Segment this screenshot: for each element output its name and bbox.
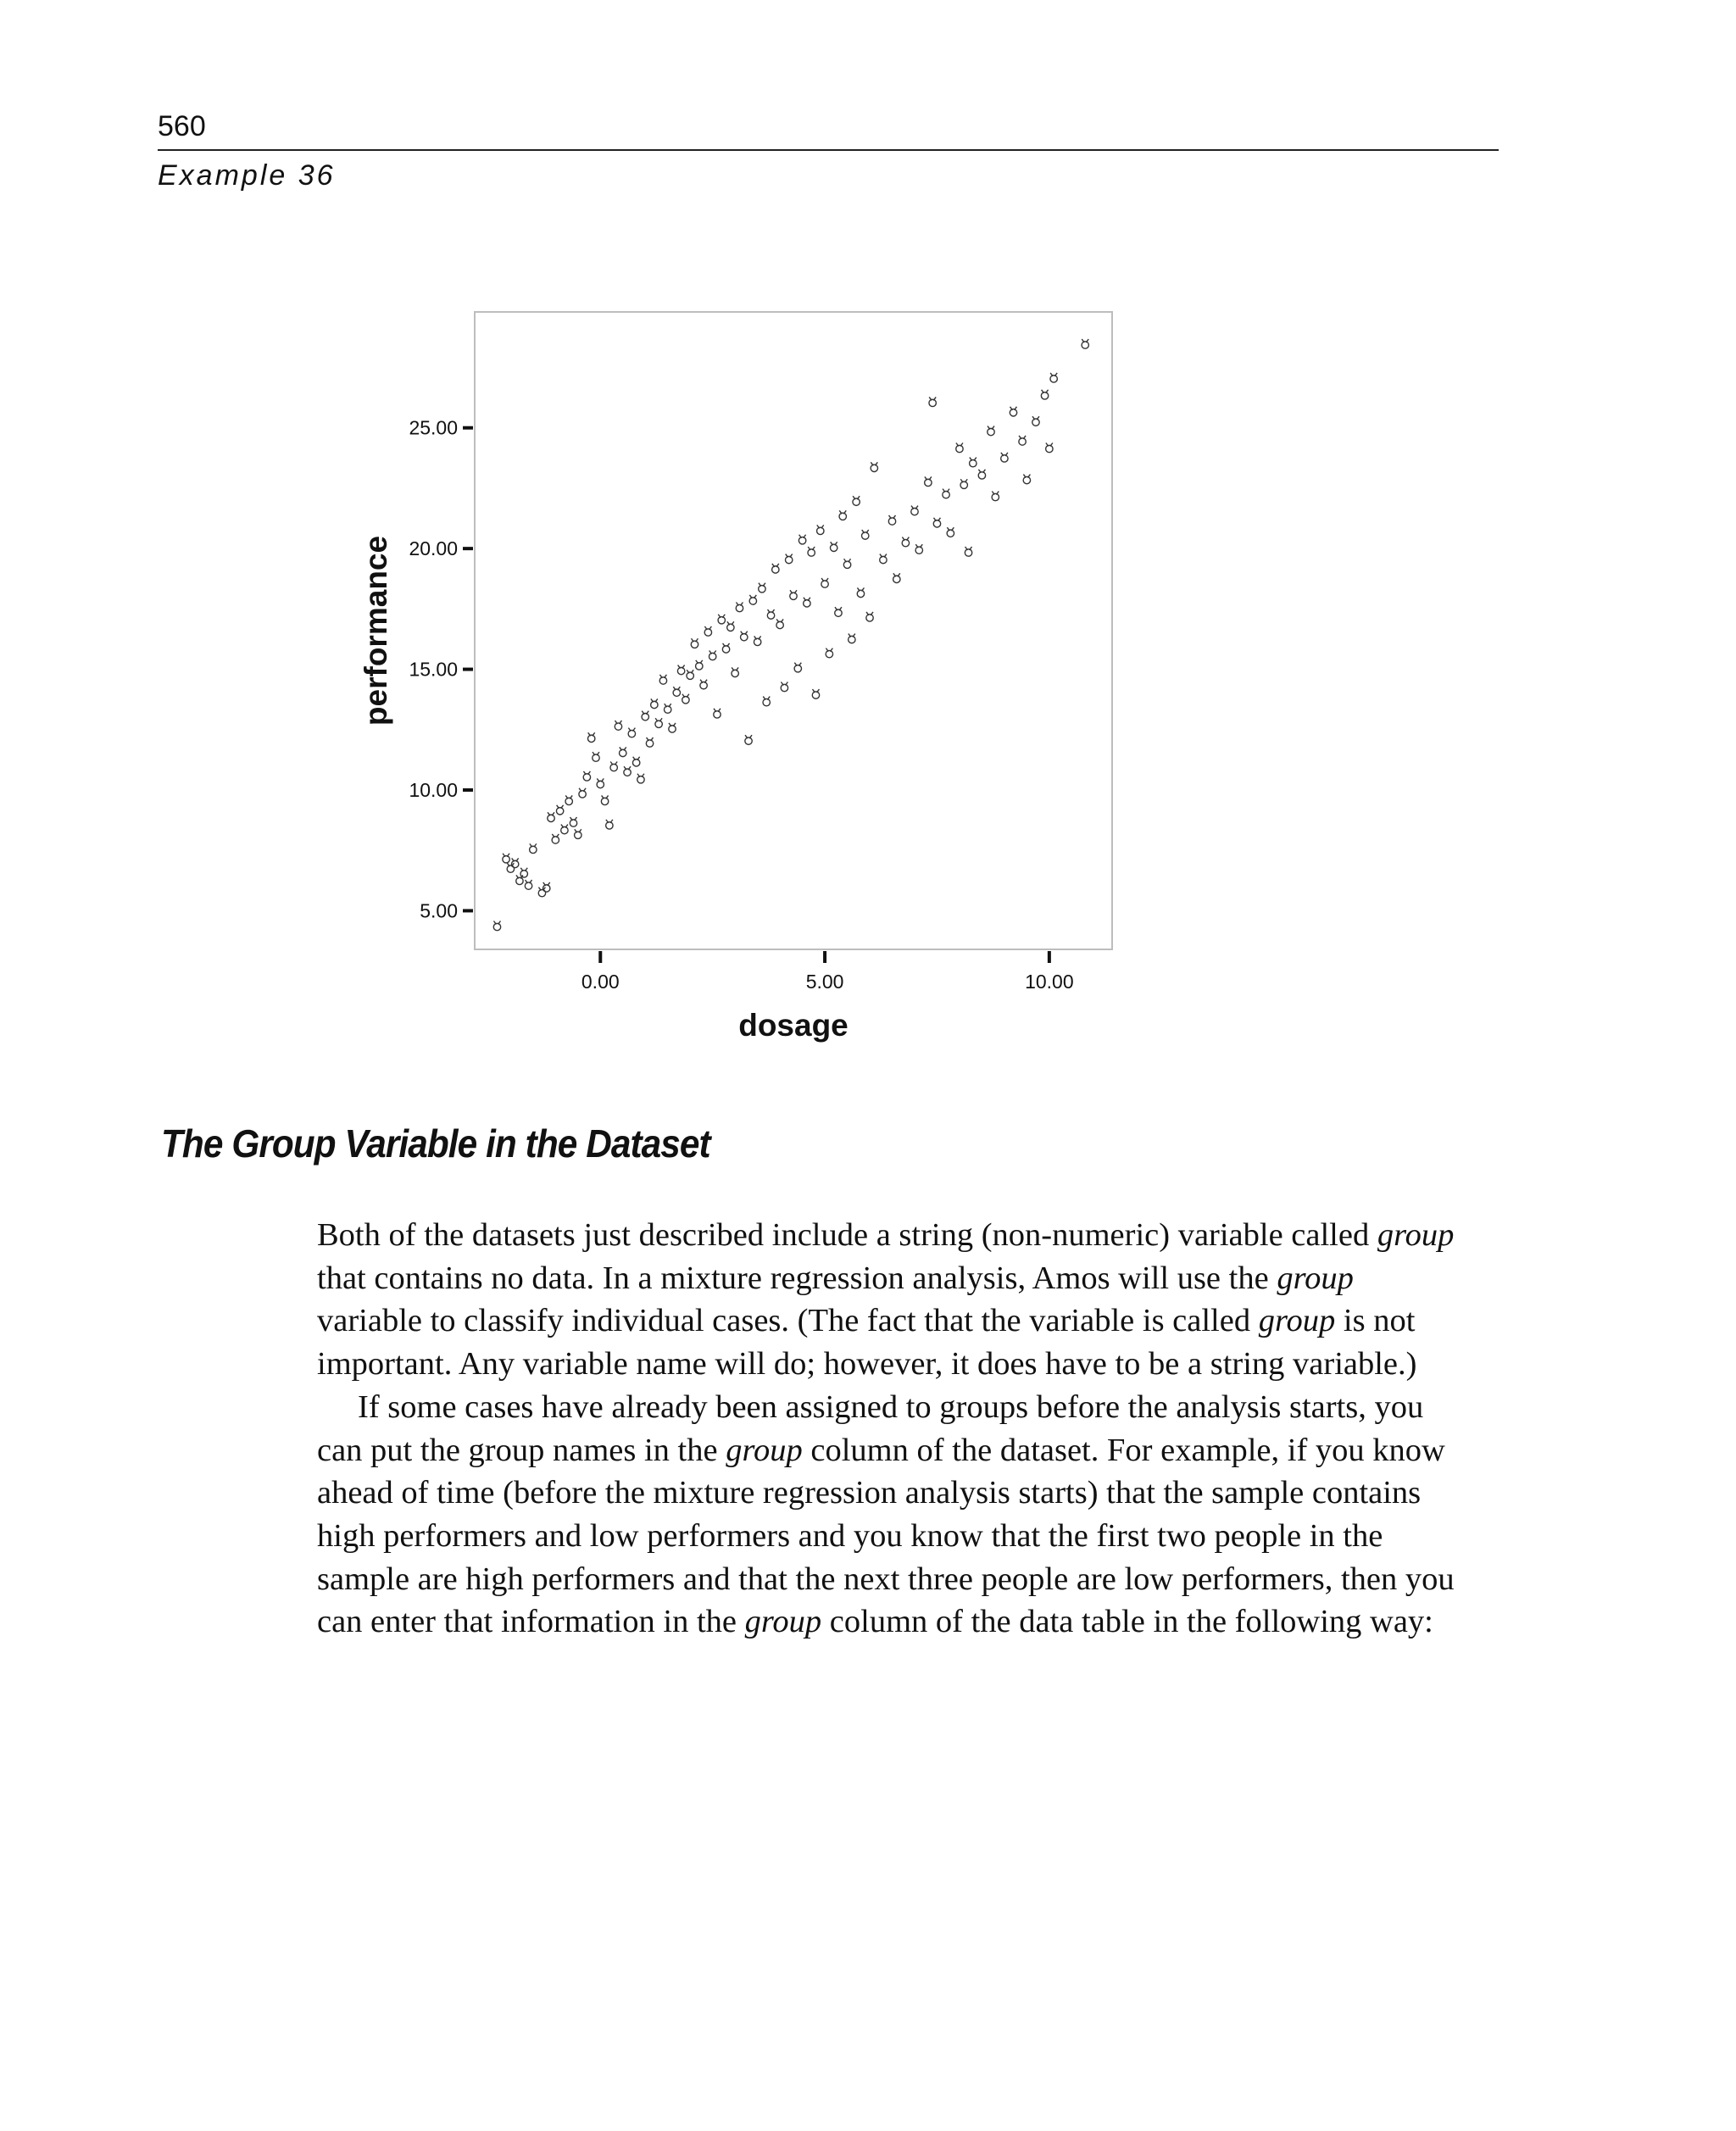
data-point	[817, 525, 824, 534]
data-point	[507, 863, 514, 872]
data-point	[610, 762, 617, 771]
y-axis-ticks	[409, 417, 473, 922]
point-marker	[763, 698, 770, 705]
point-marker	[902, 539, 909, 546]
point-marker	[1082, 342, 1088, 348]
point-marker	[821, 581, 828, 587]
page-number: 560	[158, 110, 206, 142]
data-point	[538, 887, 545, 897]
point-marker	[871, 465, 877, 471]
data-point	[561, 825, 568, 834]
data-point	[812, 689, 819, 698]
point-marker	[1001, 455, 1008, 462]
point-marker	[665, 706, 671, 713]
point-marker	[781, 684, 787, 691]
point-marker	[947, 530, 954, 537]
point-marker	[804, 600, 810, 607]
point-marker	[677, 667, 684, 674]
data-point	[503, 854, 509, 863]
data-point	[849, 634, 855, 643]
point-marker	[687, 672, 693, 679]
point-marker	[601, 798, 608, 804]
point-marker	[794, 665, 801, 672]
text-span: If some cases have already been assigned to groups before the analysis starts, you	[358, 1388, 1424, 1425]
data-point	[646, 737, 653, 747]
data-point	[714, 709, 721, 718]
text-span: column of the dataset. For example, if you know	[810, 1432, 1445, 1468]
data-point	[556, 805, 563, 815]
point-marker	[1023, 476, 1030, 483]
data-point	[798, 535, 805, 544]
point-marker	[646, 740, 653, 747]
point-marker	[798, 537, 805, 544]
data-point	[781, 682, 787, 692]
data-point	[552, 834, 559, 843]
data-point	[579, 788, 586, 798]
data-point	[826, 648, 832, 658]
point-marker	[749, 598, 756, 604]
point-marker	[575, 832, 581, 838]
point-marker	[493, 923, 500, 930]
point-marker	[704, 629, 711, 636]
running-head: Example 36	[158, 159, 336, 192]
text-line	[317, 1472, 1504, 1515]
point-marker	[754, 638, 760, 645]
point-marker	[520, 871, 527, 877]
point-marker	[830, 544, 837, 551]
point-marker	[911, 508, 918, 515]
data-point	[902, 537, 909, 547]
data-point	[853, 496, 860, 505]
point-marker	[579, 791, 586, 798]
data-point	[722, 643, 729, 653]
point-marker	[530, 846, 537, 853]
emphasis-group: group	[1377, 1217, 1455, 1253]
text-line	[317, 1558, 1504, 1601]
x-axis-ticks	[581, 951, 1074, 993]
point-marker	[628, 730, 635, 737]
point-marker	[642, 713, 648, 720]
point-marker	[978, 472, 985, 479]
point-marker	[565, 798, 572, 804]
point-marker	[767, 612, 774, 619]
data-point	[988, 426, 994, 436]
section-heading: The Group Variable in the Dataset	[161, 1121, 710, 1166]
data-point	[862, 530, 869, 539]
text-line	[317, 1515, 1504, 1558]
data-point	[1023, 475, 1030, 484]
point-marker	[1041, 392, 1048, 399]
data-point	[763, 697, 770, 706]
point-marker	[503, 856, 509, 863]
data-point	[493, 921, 500, 931]
point-marker	[632, 759, 639, 766]
data-point	[637, 774, 644, 783]
point-marker	[888, 518, 895, 525]
data-point	[655, 718, 662, 727]
point-marker	[965, 549, 971, 556]
data-point	[970, 458, 976, 467]
data-point	[520, 868, 527, 877]
data-point	[659, 675, 666, 684]
emphasis-group: group	[726, 1432, 803, 1468]
scatter-plot-svg	[339, 288, 1144, 1068]
data-point	[691, 638, 698, 648]
point-marker	[556, 808, 563, 815]
data-point	[1019, 436, 1026, 445]
point-marker	[587, 735, 594, 742]
point-marker	[552, 837, 559, 843]
point-marker	[606, 822, 613, 829]
point-marker	[610, 764, 617, 771]
data-point	[642, 711, 648, 721]
data-point	[651, 698, 658, 708]
data-point	[530, 843, 537, 853]
data-point	[754, 636, 760, 645]
point-marker	[849, 636, 855, 643]
point-marker	[583, 774, 590, 781]
data-point	[1041, 390, 1048, 399]
data-point	[943, 489, 949, 498]
point-marker	[970, 459, 976, 466]
point-marker	[637, 776, 644, 783]
data-point	[759, 583, 765, 593]
point-marker	[933, 520, 940, 527]
data-point	[933, 518, 940, 527]
point-marker	[570, 820, 576, 826]
data-point	[965, 547, 971, 556]
data-point	[893, 573, 900, 582]
data-point	[821, 578, 828, 587]
point-marker	[808, 549, 815, 556]
data-point	[929, 397, 936, 406]
text-line	[317, 1257, 1504, 1300]
data-point	[843, 559, 850, 568]
text-span: Both of the datasets just described include a string (non-numeric) variable called	[317, 1217, 1370, 1253]
point-marker	[709, 653, 715, 659]
data-point	[615, 721, 621, 730]
text-line	[317, 1343, 1504, 1386]
point-marker	[915, 547, 922, 554]
data-point	[669, 723, 676, 732]
point-marker	[655, 721, 662, 727]
text-span: column of the data table in the following way:	[829, 1604, 1433, 1640]
text-span: sample are high performers and that the next three people are low performers, then you	[317, 1561, 1455, 1597]
data-point	[871, 462, 877, 471]
data-point	[704, 626, 711, 636]
point-marker	[812, 692, 819, 698]
emphasis-group: group	[1277, 1260, 1354, 1296]
data-point	[727, 621, 734, 631]
text-span: can enter that information in the	[317, 1604, 737, 1640]
y-tick-label: 10.00	[409, 779, 458, 801]
data-point	[593, 752, 599, 761]
text-span: ahead of time (before the mixture regression analysis starts) that the sample contains	[317, 1475, 1422, 1511]
data-point	[624, 766, 631, 776]
point-marker	[880, 556, 887, 563]
point-marker	[1010, 409, 1016, 416]
data-point	[700, 680, 707, 689]
point-marker	[943, 491, 949, 498]
text-span: important. Any variable name will do; however, it does have to be a string variable.)	[317, 1346, 1417, 1383]
data-point	[978, 470, 985, 479]
point-marker	[714, 711, 721, 718]
data-point	[601, 795, 608, 804]
data-point	[606, 820, 613, 829]
data-point	[665, 704, 671, 713]
point-marker	[960, 481, 967, 488]
data-point	[565, 795, 572, 804]
point-marker	[673, 689, 680, 696]
data-point	[1050, 373, 1057, 382]
emphasis-group: group	[744, 1604, 822, 1640]
data-point	[628, 728, 635, 737]
text-line	[317, 1386, 1504, 1429]
text-span: that contains no data. In a mixture regression analysis, Amos will use the	[317, 1260, 1269, 1296]
data-point	[620, 747, 626, 756]
point-marker	[786, 556, 793, 563]
data-point	[583, 771, 590, 781]
text-line	[317, 1600, 1504, 1644]
point-marker	[732, 670, 738, 676]
data-point	[673, 687, 680, 696]
data-point	[548, 812, 554, 821]
point-marker	[772, 566, 779, 573]
point-marker	[620, 749, 626, 756]
data-point	[830, 542, 837, 551]
data-point	[1032, 416, 1039, 426]
point-marker	[624, 769, 631, 776]
data-point	[677, 665, 684, 675]
data-point	[776, 619, 783, 628]
data-point	[925, 476, 932, 486]
x-tick-label: 10.00	[1025, 971, 1074, 993]
data-point	[1046, 443, 1053, 453]
emphasis-group: group	[1258, 1303, 1336, 1339]
point-marker	[1032, 419, 1039, 426]
point-marker	[866, 615, 873, 621]
point-marker	[736, 604, 743, 611]
point-marker	[1046, 445, 1053, 452]
point-marker	[597, 781, 604, 787]
point-marker	[853, 498, 860, 505]
point-marker	[548, 815, 554, 821]
data-point	[790, 590, 797, 599]
text-span: variable to classify individual cases. (The fact that the variable is called	[317, 1303, 1251, 1339]
point-marker	[988, 428, 994, 435]
point-marker	[727, 624, 734, 631]
text-span: high performers and low performers and you know that the first two people in the	[317, 1517, 1383, 1554]
data-point	[682, 694, 689, 704]
text-line	[317, 1299, 1504, 1343]
point-marker	[893, 576, 900, 582]
point-marker	[992, 493, 999, 500]
data-point	[732, 667, 738, 676]
y-tick-label: 25.00	[409, 416, 458, 439]
y-tick-label: 20.00	[409, 537, 458, 560]
data-point	[960, 479, 967, 488]
point-marker	[718, 617, 725, 624]
point-marker	[741, 633, 748, 640]
data-point	[525, 880, 531, 889]
point-marker	[682, 697, 689, 704]
point-marker	[929, 399, 936, 406]
data-point	[687, 670, 693, 679]
data-points	[493, 339, 1088, 931]
point-marker	[857, 590, 864, 597]
data-point	[696, 660, 703, 670]
point-marker	[790, 593, 797, 599]
data-point	[857, 587, 864, 597]
point-marker	[516, 877, 523, 884]
x-axis-label: dosage	[738, 1008, 849, 1043]
data-point	[956, 443, 963, 453]
x-tick-label: 0.00	[581, 971, 620, 993]
data-point	[741, 632, 748, 641]
data-point	[772, 564, 779, 573]
point-marker	[759, 586, 765, 593]
point-marker	[925, 479, 932, 486]
data-point	[839, 510, 846, 520]
data-point	[709, 650, 715, 659]
point-marker	[1050, 376, 1057, 382]
text-line	[317, 1214, 1504, 1257]
point-marker	[839, 513, 846, 520]
data-point	[992, 491, 999, 500]
data-point	[736, 603, 743, 612]
point-marker	[826, 650, 832, 657]
point-marker	[651, 701, 658, 708]
point-marker	[615, 723, 621, 730]
point-marker	[722, 646, 729, 653]
y-axis-label: performance	[359, 535, 393, 726]
point-marker	[745, 737, 752, 744]
data-point	[570, 817, 576, 826]
data-point	[947, 527, 954, 537]
point-marker	[843, 561, 850, 568]
scatter-chart	[339, 288, 1144, 1068]
point-marker	[561, 826, 568, 833]
data-point	[1001, 453, 1008, 462]
text-span: can put the group names in the	[317, 1432, 718, 1468]
data-point	[808, 547, 815, 556]
data-point	[786, 554, 793, 564]
point-marker	[691, 641, 698, 648]
point-marker	[669, 726, 676, 732]
data-point	[745, 735, 752, 744]
data-point	[794, 663, 801, 672]
data-point	[880, 554, 887, 564]
point-marker	[862, 532, 869, 539]
point-marker	[776, 621, 783, 628]
y-tick-label: 15.00	[409, 658, 458, 681]
data-point	[835, 607, 842, 616]
data-point	[804, 598, 810, 607]
data-point	[511, 858, 518, 867]
data-point	[911, 506, 918, 515]
data-point	[749, 595, 756, 604]
data-point	[597, 778, 604, 787]
point-marker	[696, 663, 703, 670]
point-marker	[593, 754, 599, 761]
data-point	[575, 829, 581, 838]
header-rule	[158, 149, 1499, 151]
data-point	[543, 882, 550, 892]
data-point	[888, 515, 895, 525]
x-tick-label: 5.00	[805, 971, 844, 993]
data-point	[866, 612, 873, 621]
y-tick-label: 5.00	[420, 899, 458, 922]
point-marker	[700, 682, 707, 688]
data-point	[767, 609, 774, 619]
data-point	[632, 757, 639, 766]
point-marker	[835, 609, 842, 616]
data-point	[915, 544, 922, 554]
data-point	[718, 615, 725, 624]
point-marker	[1019, 438, 1026, 445]
text-line	[317, 1429, 1504, 1472]
text-span: is not	[1343, 1303, 1416, 1339]
point-marker	[956, 445, 963, 452]
point-marker	[659, 677, 666, 684]
data-point	[1082, 339, 1088, 348]
point-marker	[525, 882, 531, 889]
data-point	[587, 732, 594, 742]
data-point	[1010, 407, 1016, 416]
point-marker	[817, 527, 824, 534]
body-text	[317, 1214, 1504, 1644]
